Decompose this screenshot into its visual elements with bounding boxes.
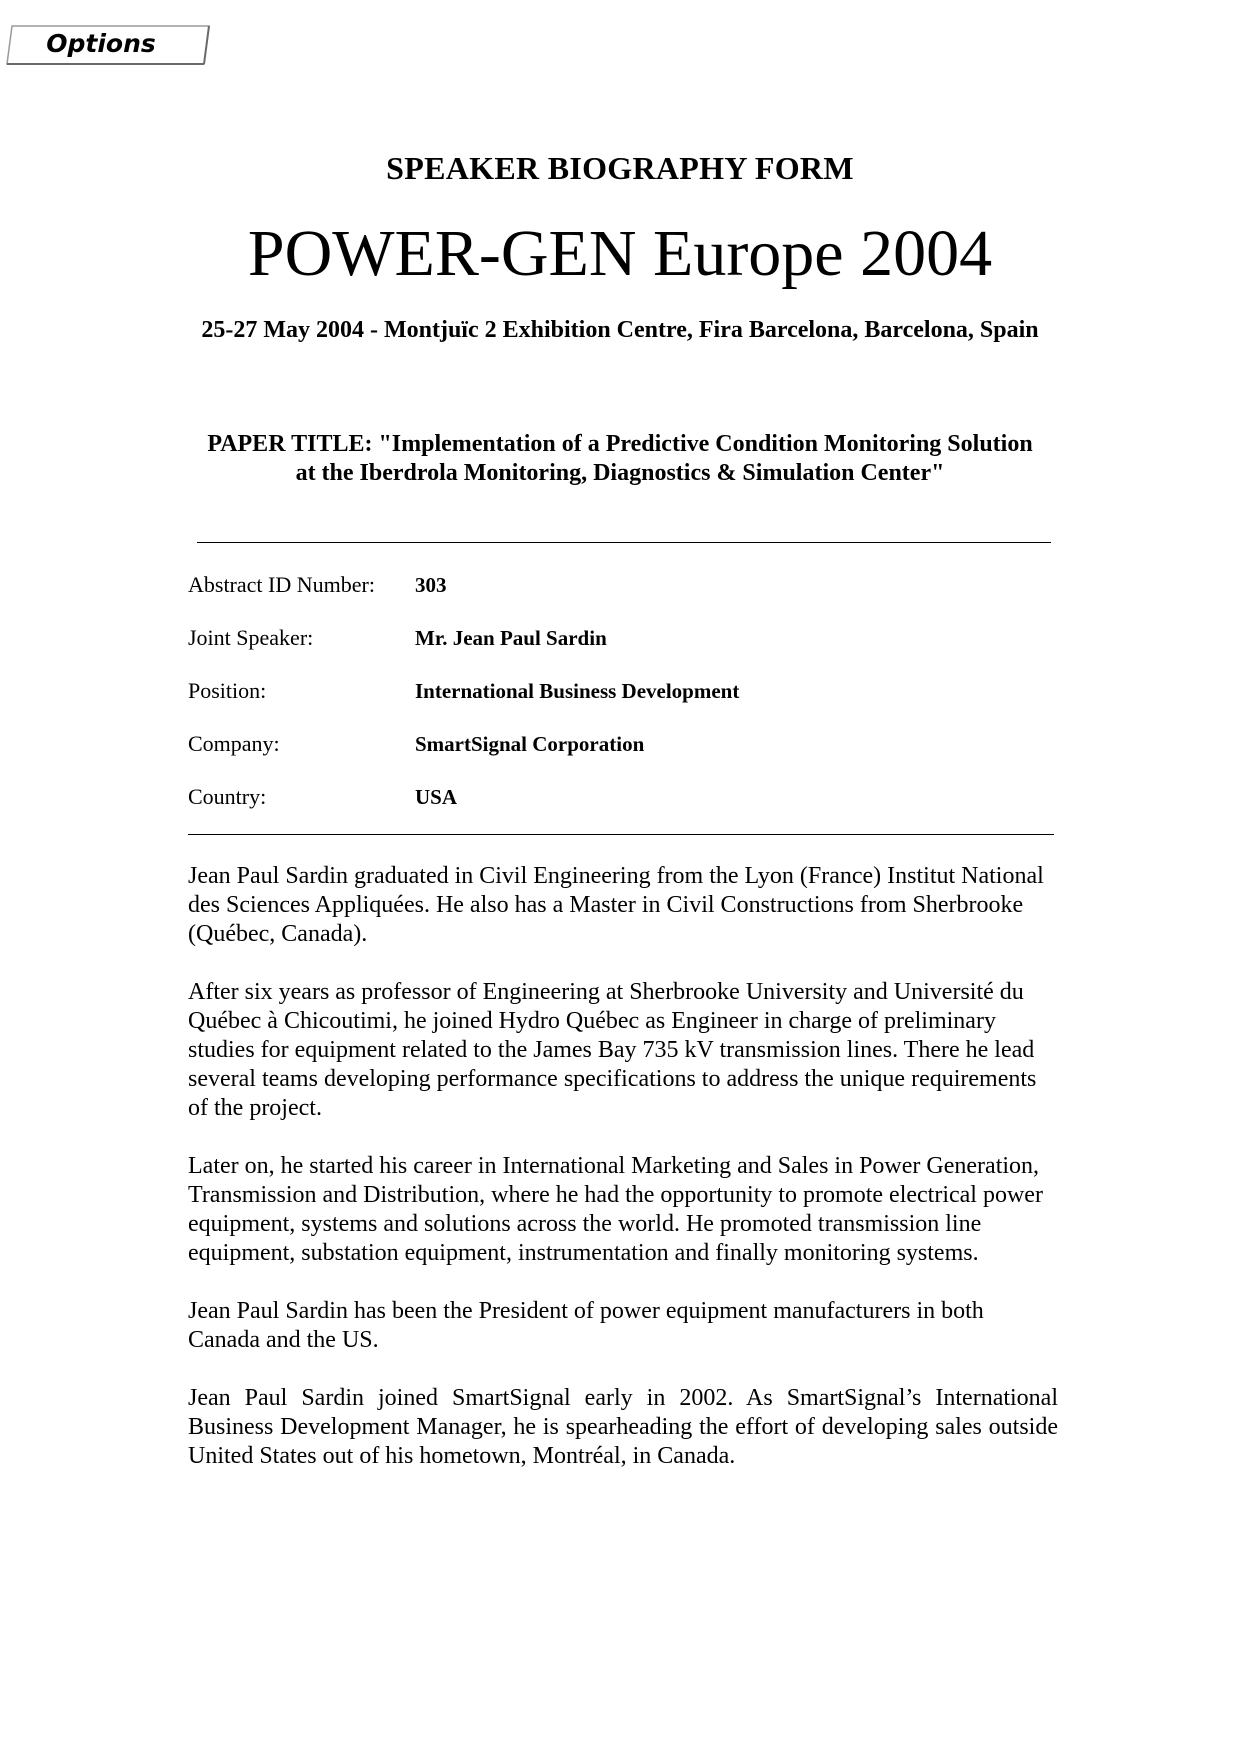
- joint-speaker-value: Mr. Jean Paul Sardin: [415, 626, 607, 650]
- abstract-id-label: Abstract ID Number:: [188, 572, 375, 597]
- abstract-id-value: 303: [415, 573, 447, 597]
- biography: [188, 862, 1058, 1500]
- info-row-position: [188, 676, 1048, 729]
- country-value: USA: [415, 785, 458, 809]
- info-row-joint-speaker: [188, 623, 1048, 676]
- bio-paragraph-smartsignal: Jean Paul Sardin joined SmartSignal early in 2002. As SmartSignal’s International Business Development Manager, he is spearheading the effort of developing sales outside United States out of his hometown, Montréal, in Canada.: [188, 1385, 1058, 1469]
- company-value: SmartSignal Corporation: [415, 732, 645, 756]
- bottom-divider: [188, 834, 1054, 835]
- speaker-info-table: [188, 570, 1048, 835]
- info-row-country: [188, 782, 1048, 835]
- position-value: International Business Development: [415, 679, 740, 703]
- company-label: Company:: [188, 731, 280, 756]
- paper-title: PAPER TITLE: "Implementation of a Predictive Condition Monitoring Solution at the Iberdrola Monitoring, Diagnostics & Simulation Center": [207, 431, 1033, 486]
- bio-paragraph-marketing-career: Later on, he started his career in International Marketing and Sales in Power Generation, Transmission and Distribution, where he had the opportunity to promote electrical power equipment, systems and solutions across the world. He promoted transmission line equipment, substation equipment, instrumentation and finally monitoring systems.: [188, 1153, 1043, 1266]
- info-row-company: [188, 729, 1048, 782]
- event-details: 25-27 May 2004 - Montjuïc 2 Exhibition Centre, Fira Barcelona, Barcelona, Spain: [201, 317, 1039, 343]
- country-label: Country:: [188, 784, 267, 809]
- options-button-label[interactable]: Options: [46, 29, 156, 58]
- top-divider: [197, 542, 1051, 543]
- event-name: POWER-GEN Europe 2004: [247, 217, 993, 290]
- bio-paragraph-early-career: After six years as professor of Engineering at Sherbrooke University and Université du Québec à Chicoutimi, he joined Hydro Québec as Engineer in charge of preliminary studies for equipment related to the James Bay 735 kV transmission lines. There he lead several teams developing performance specifications to address the unique requirements of the project.: [188, 979, 1037, 1121]
- bio-paragraph-education: Jean Paul Sardin graduated in Civil Engineering from the Lyon (France) Institut National des Sciences Appliquées. He also has a Master in Civil Constructions from Sherbrooke (Québec, Canada).: [188, 863, 1044, 947]
- position-label: Position:: [188, 678, 267, 703]
- form-heading: SPEAKER BIOGRAPHY FORM: [386, 150, 854, 186]
- bio-paragraph-presidency: Jean Paul Sardin has been the President of power equipment manufacturers in both Canada and the US.: [188, 1298, 984, 1353]
- options-button[interactable]: [6, 24, 206, 64]
- info-row-abstract-id: [188, 570, 1048, 623]
- joint-speaker-label: Joint Speaker:: [188, 625, 314, 650]
